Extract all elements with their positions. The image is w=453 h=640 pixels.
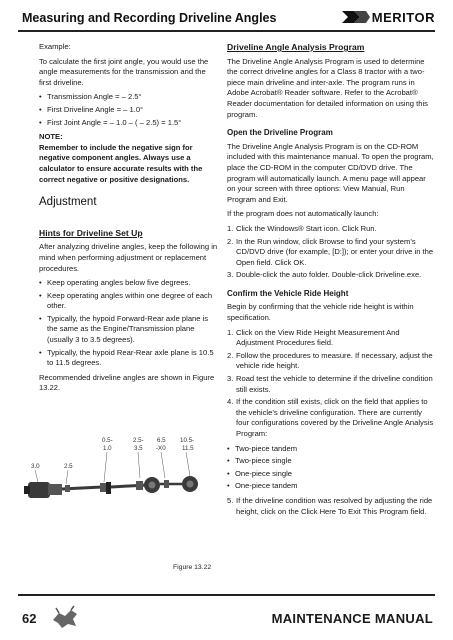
example-label: Example: [39,42,71,51]
open-steps-list [227,224,434,281]
list-item: • Two-piece single [227,456,434,467]
angle-label: 1.0 [103,445,112,452]
list-item: 1. Click the Windows® Start icon. Click Run. [227,223,377,233]
driveline-angle-figure [22,430,222,580]
list-item: • One-piece tandem [227,481,434,492]
brand-name: MERITOR [371,9,435,25]
figure-reference: Recommended driveline angles are shown in Figure 13.22. [39,372,215,393]
list-item: • Typically, the hypoid Forward-Rear axle plane is the same as the Engine/Transmission plane (usually 3 to 3.5 degrees). [39,314,219,346]
forward-rear-axle [144,477,160,493]
list-item: • Transmission Angle = – 2.5° [39,92,219,103]
meritor-logo [340,9,435,25]
ride-steps-list [227,328,434,440]
angle-label: 6.5 [157,437,166,444]
angle-label: 10.5- [180,437,195,444]
angle-label: 2.5- [133,437,144,444]
list-item: 2. In the Run window, click Browse to find your system’s CD/DVD drive (for example, [D:]); or enter your drive in the Open field. Click OK. [227,236,434,267]
footer-divider [18,594,435,596]
example-intro: To calculate the first joint angle, you would use the angle measurements for the transmission and the first driveline. [39,56,209,87]
list-item: • Two-piece tandem [227,444,434,455]
ride-height-heading: Confirm the Vehicle Ride Height [227,288,349,298]
list-item: 1. Click on the View Ride Height Measurement And Adjustment Procedures field. [227,327,400,348]
angle-label: -X0 [156,445,166,452]
program-text: The Driveline Angle Analysis Program is used to determine the correct driveline angles for a Class 8 tractor with a two-piece main driveline and inter-axle. The program runs in Adobe Acrobat® Reader software. Refer to the Acrobat® Reader documentation for detailed information on using this program. [227,56,428,119]
rear-rear-axle [182,476,198,492]
list-item: 4. If the condition still exists, click on the field that applies to the vehicle’s driveline configuration. There are currently four configurations covered by the Driveline Angle Analysis Program: [227,397,434,438]
open-program-heading: Open the Driveline Program [227,128,333,138]
manual-title: MAINTENANCE MANUAL [271,611,433,626]
hints-heading: Hints for Driveline Set Up [39,227,143,238]
header-divider [18,30,435,32]
configurations-list [227,444,434,492]
list-item: • First Joint Angle = – 1.0 – ( – 2.5) = 1.5° [39,118,219,129]
hints-intro: After analyzing driveline angles, keep the following in mind when performing adjustment or replacement procedures. [39,242,218,273]
angle-label: 3.5 [134,445,143,452]
meritor-chevron-icon [340,9,370,25]
program-heading: Driveline Angle Analysis Program [227,42,365,52]
note-text: Remember to include the negative sign for negative component angles. Always use a calculator to ensure accurate results with the correct negative or positive designations. [39,142,203,184]
angle-label: 0.5- [102,437,113,444]
adjustment-heading: Adjustment [39,196,97,209]
ride-step-5 [227,496,434,517]
left-column [39,42,219,398]
open-program-text-2: If the program does not automatically launch: [227,209,379,219]
note-label: NOTE: [39,132,63,142]
list-item: • First Driveline Angle = – 1.0° [39,105,219,116]
ride-height-text: Begin by confirming that the vehicle ride height is within specification. [227,302,414,323]
list-item: 3. Road test the vehicle to determine if the driveline condition still exists. [227,374,433,394]
list-item: 2. Follow the procedures to measure. If necessary, adjust the vehicle ride height. [227,350,433,371]
angle-label: 11.5 [182,445,194,452]
page-header [0,0,453,36]
page-title: Measuring and Recording Driveline Angles [22,11,277,25]
figure-caption: Figure 13.22 [173,564,212,571]
list-item: • Keep operating angles within one degree of each other. [39,291,219,312]
list-item: • Keep operating angles below five degrees. [39,278,219,289]
hints-list [39,278,219,369]
bull-logo-icon [50,604,80,632]
driveline-diagram [22,430,222,580]
list-item: • One-piece single [227,469,434,480]
engine-transmission [24,482,62,498]
list-item: 5. If the driveline condition was resolved by adjusting the ride height, click on the Click Here To Exit This Program field. [227,495,433,516]
list-item: 3. Double-click the auto folder. Double-click Driveline.exe. [227,270,422,280]
page-number: 62 [22,611,37,626]
example-list [39,92,219,128]
open-program-text: The Driveline Angle Analysis Program is on the CD-ROM included with this maintenance manual. To open the program, place the CD-ROM in the computer CD/DVD drive. The program will automatically launch. A menu page will appear on your screen with three options: View Manual, Run Program and Exit. [227,141,434,204]
right-column [227,42,434,521]
angle-label: 3.0 [31,463,40,470]
angle-label: 2.5 [64,463,73,470]
list-item: • Typically, the hypoid Rear-Rear axle plane is 10.5 to 11.5 degrees. [39,348,219,369]
